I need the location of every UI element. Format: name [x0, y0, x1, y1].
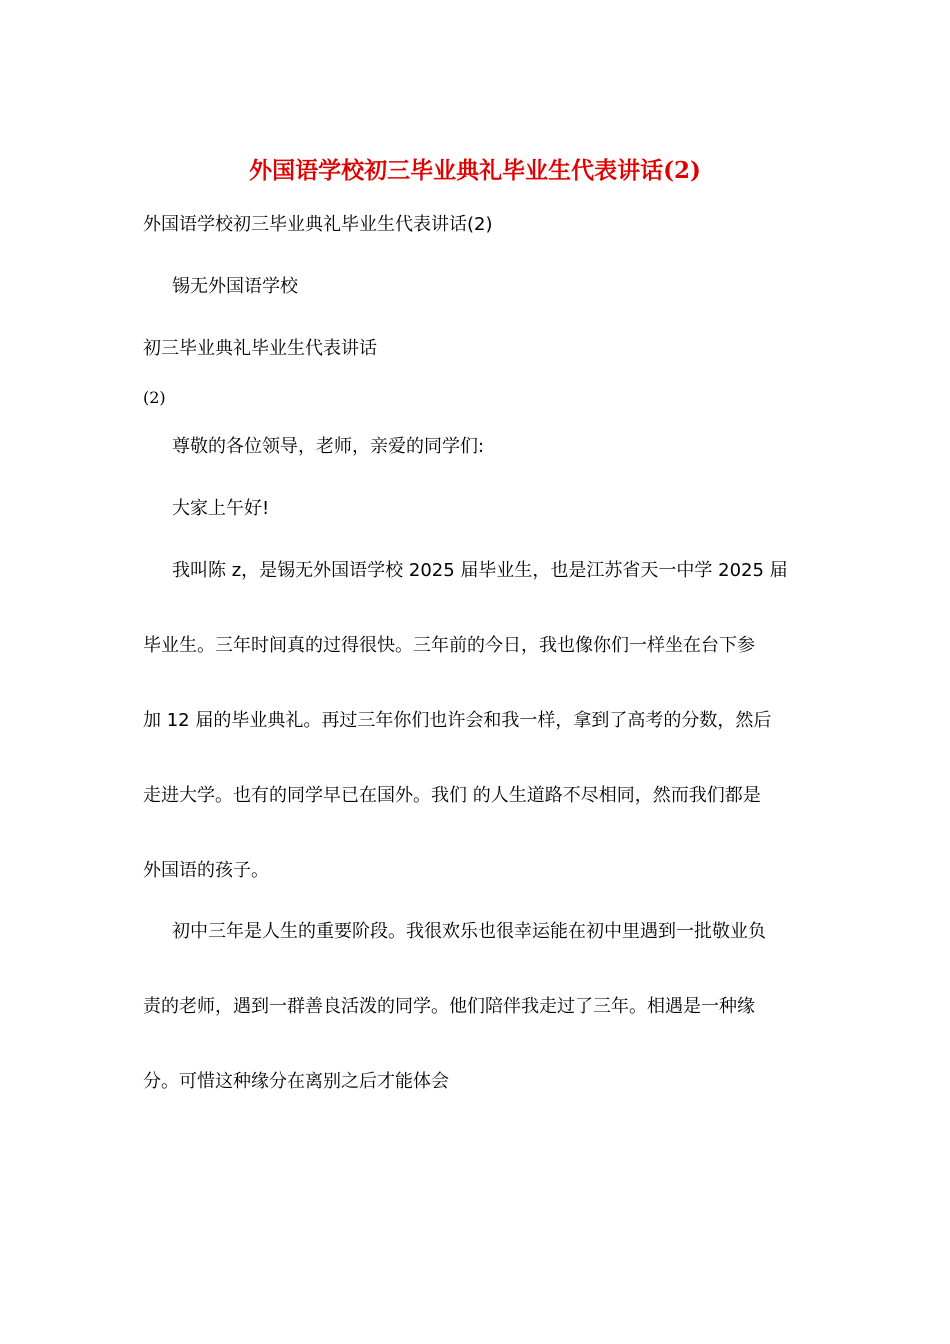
greeting: 大家上午好! — [172, 498, 270, 519]
document-title: 外国语学校初三毕业典礼毕业生代表讲话(2) — [249, 157, 701, 184]
paragraph-1-line: 加 12 届的毕业典礼。再过三年你们也许会和我一样，拿到了高考的分数，然后 — [143, 710, 772, 731]
school-name: 锡无外国语学校 — [172, 276, 298, 297]
document-subtitle: 外国语学校初三毕业典礼毕业生代表讲话(2) — [143, 214, 493, 235]
paragraph-1-line: 走进大学。也有的同学早已在国外。我们 的人生道路不尽相同，然而我们都是 — [143, 785, 761, 806]
speech-heading-suffix: (2) — [143, 388, 166, 407]
salutation: 尊敬的各位领导，老师，亲爱的同学们: — [172, 436, 485, 457]
paragraph-2-line: 分。可惜这种缘分在离别之后才能体会 — [143, 1071, 449, 1092]
paragraph-1-line: 外国语的孩子。 — [143, 860, 269, 881]
paragraph-1-line: 我叫陈 z，是锡无外国语学校 2025 届毕业生，也是江苏省天一中学 2025 届 — [172, 560, 788, 581]
paragraph-2-line: 责的老师，遇到一群善良活泼的同学。他们陪伴我走过了三年。相遇是一种缘 — [143, 996, 755, 1017]
paragraph-1-line: 毕业生。三年时间真的过得很快。三年前的今日，我也像你们一样坐在台下参 — [143, 635, 755, 656]
speech-heading: 初三毕业典礼毕业生代表讲话 — [143, 338, 377, 359]
paragraph-2-line: 初中三年是人生的重要阶段。我很欢乐也很幸运能在初中里遇到一批敬业负 — [172, 921, 766, 942]
